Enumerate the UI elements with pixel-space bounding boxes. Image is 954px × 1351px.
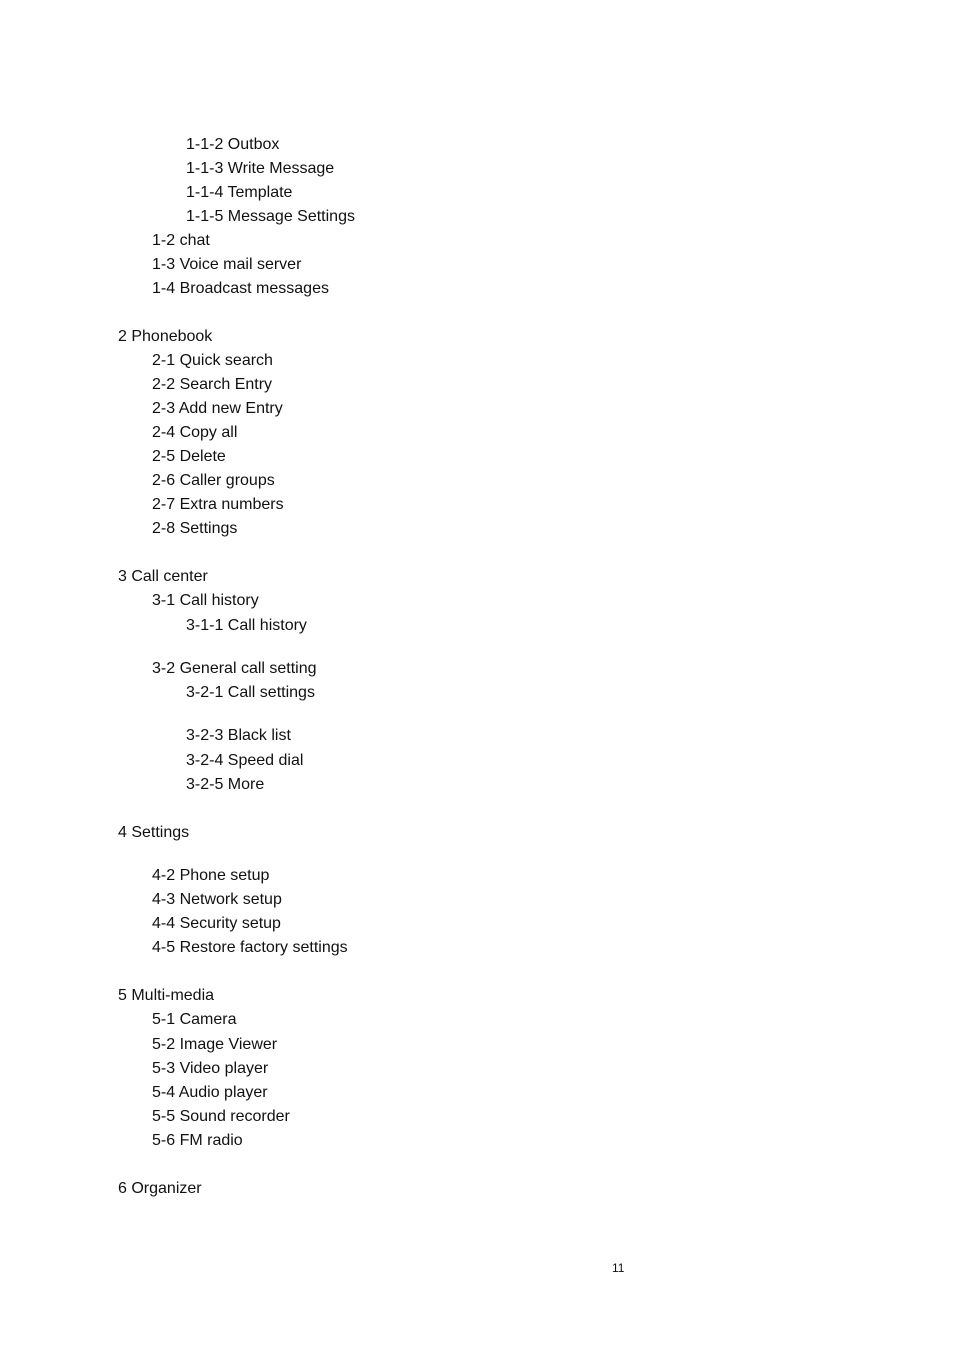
menu-item-call-settings: 3-2-1 Call settings (186, 684, 315, 701)
menu-item-template: 1-1-4 Template (186, 184, 293, 201)
menu-item-security-setup: 4-4 Security setup (152, 915, 281, 932)
menu-item-more: 3-2-5 More (186, 776, 265, 793)
menu-section-settings: 4 Settings (118, 824, 190, 841)
menu-item-phone-setup: 4-2 Phone setup (152, 867, 270, 884)
menu-item-search-entry: 2-2 Search Entry (152, 376, 273, 393)
menu-section-phonebook: 2 Phonebook (118, 328, 213, 345)
menu-item-chat: 1-2 chat (152, 232, 210, 249)
menu-item-quick-search: 2-1 Quick search (152, 352, 273, 369)
menu-item-camera: 5-1 Camera (152, 1011, 237, 1028)
menu-item-phonebook-settings: 2-8 Settings (152, 520, 238, 537)
menu-item-copy-all: 2-4 Copy all (152, 424, 238, 441)
menu-item-call-history: 3-1 Call history (152, 592, 259, 609)
menu-item-fm-radio: 5-6 FM radio (152, 1132, 243, 1149)
menu-item-broadcast-messages: 1-4 Broadcast messages (152, 280, 329, 297)
menu-item-voice-mail-server: 1-3 Voice mail server (152, 256, 302, 273)
menu-item-sound-recorder: 5-5 Sound recorder (152, 1108, 290, 1125)
menu-section-organizer: 6 Organizer (118, 1180, 202, 1197)
menu-item-speed-dial: 3-2-4 Speed dial (186, 752, 304, 769)
menu-item-extra-numbers: 2-7 Extra numbers (152, 496, 284, 513)
menu-item-image-viewer: 5-2 Image Viewer (152, 1036, 278, 1053)
menu-item-add-new-entry: 2-3 Add new Entry (152, 400, 283, 417)
page-number: 11 (612, 1261, 625, 1275)
menu-section-multi-media: 5 Multi-media (118, 987, 215, 1004)
menu-item-general-call-setting: 3-2 General call setting (152, 660, 317, 677)
menu-item-outbox: 1-1-2 Outbox (186, 136, 280, 153)
menu-item-black-list: 3-2-3 Black list (186, 727, 291, 744)
menu-item-write-message: 1-1-3 Write Message (186, 160, 335, 177)
menu-item-network-setup: 4-3 Network setup (152, 891, 282, 908)
menu-item-restore-factory-settings: 4-5 Restore factory settings (152, 939, 348, 956)
menu-item-audio-player: 5-4 Audio player (152, 1084, 268, 1101)
menu-item-video-player: 5-3 Video player (152, 1060, 269, 1077)
menu-section-call-center: 3 Call center (118, 568, 208, 585)
menu-item-call-history-sub: 3-1-1 Call history (186, 617, 307, 634)
menu-item-caller-groups: 2-6 Caller groups (152, 472, 275, 489)
menu-item-message-settings: 1-1-5 Message Settings (186, 208, 355, 225)
menu-item-delete: 2-5 Delete (152, 448, 226, 465)
